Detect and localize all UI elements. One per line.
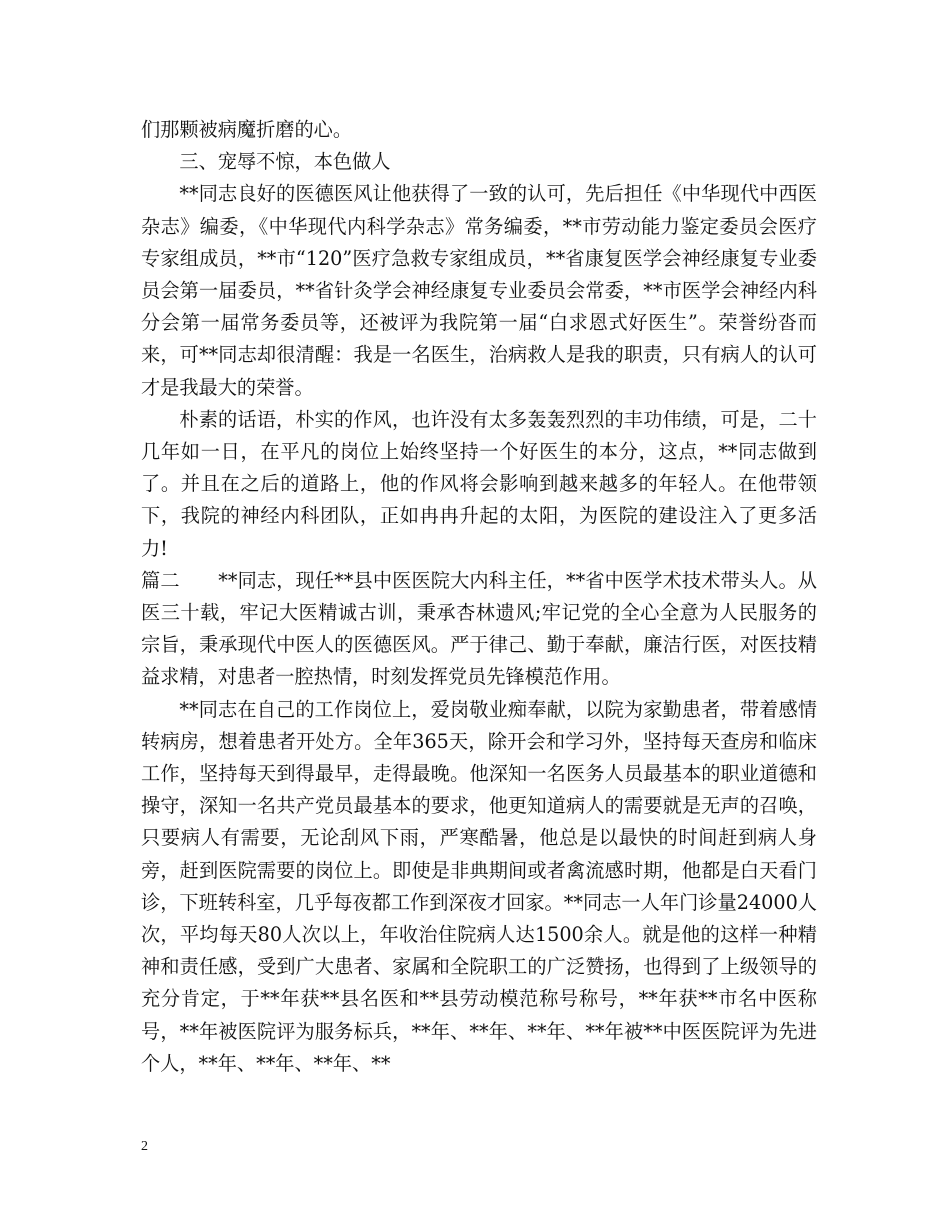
page-number: 2 xyxy=(141,1139,148,1154)
paragraph-work-dedication: **同志在自己的工作岗位上，爱岗敬业痴奉献，以院为家勤患者，带着感情转病房，想着患者开处方。全年365天，除开会和学习外，坚持每天查房和临床工作，坚持每天到得最早，走得最晚。他深知一名医务人员最基本的职业道德和操守，深知一名共产党员最基本的要求，他更知道病人的需要就是无声的召唤，只要病人有需要，无论刮风下雨，严寒酷暑，他总是以最快的时间赶到病人身旁，赶到医院需要的岗位上。即使是非典期间或者禽流感时期，他都是白天看门诊，下班转科室，几乎每夜都工作到深夜才回家。**同志一人年门诊量24000人次，平均每天80人次以上，年收治住院病人达1500余人。就是他的这样一种精神和责任感，受到广大患者、家属和全院职工的广泛赞扬，也得到了上级领导的充分肯定，于**年获**县名医和**县劳动模范称号称号，**年获**市名中医称号，**年被医院评为服务标兵，**年、**年、**年、**年被**中医医院评为先进个人，**年、**年、**年、** xyxy=(141,697,817,1075)
section-heading: 三、宠辱不惊，本色做人 xyxy=(179,150,391,174)
paragraph-part-two-intro: 篇二 **同志，现任**县中医医院大内科主任，**省中医学术技术带头人。从医三十载，牢记大医精诚古训，秉承杏林遗风;牢记党的全心全意为人民服务的宗旨，秉承现代中医人的医德医风。严于律己、勤于奉献，廉洁行医，对医技精益求精，对患者一腔热情，时刻发挥党员先锋模范作用。 xyxy=(141,568,817,689)
paragraph-honors: **同志良好的医德医风让他获得了一致的认可，先后担任《中华现代中西医杂志》编委，《中华现代内科学杂志》常务编委，**市劳动能力鉴定委员会医疗专家组成员，**市“120”医疗急救专家组成员，**省康复医学会神经康复专业委员会第一届委员，**省针灸学会神经康复专业委员会常委，**市医学会神经内科分会第一届常务委员等，还被评为我院第一届“白求恩式好医生”。荣誉纷沓而来，可**同志却很清醒：我是一名医生，治病救人是我的职责，只有病人的认可才是我最大的荣誉。 xyxy=(141,182,817,399)
body-text xyxy=(141,114,817,1080)
paragraph-conclusion: 朴素的话语，朴实的作风，也许没有太多轰轰烈烈的丰功伟绩，可是，二十几年如一日，在平凡的岗位上始终坚持一个好医生的本分，这点，**同志做到了。并且在之后的道路上，他的作风将会影响到越来越多的年轻人。在他带领下，我院的神经内科团队，正如冉冉升起的太阳，为医院的建设注入了更多活力! xyxy=(141,407,817,560)
paragraph-continuation: 们那颗被病魔折磨的心。 xyxy=(141,118,353,141)
